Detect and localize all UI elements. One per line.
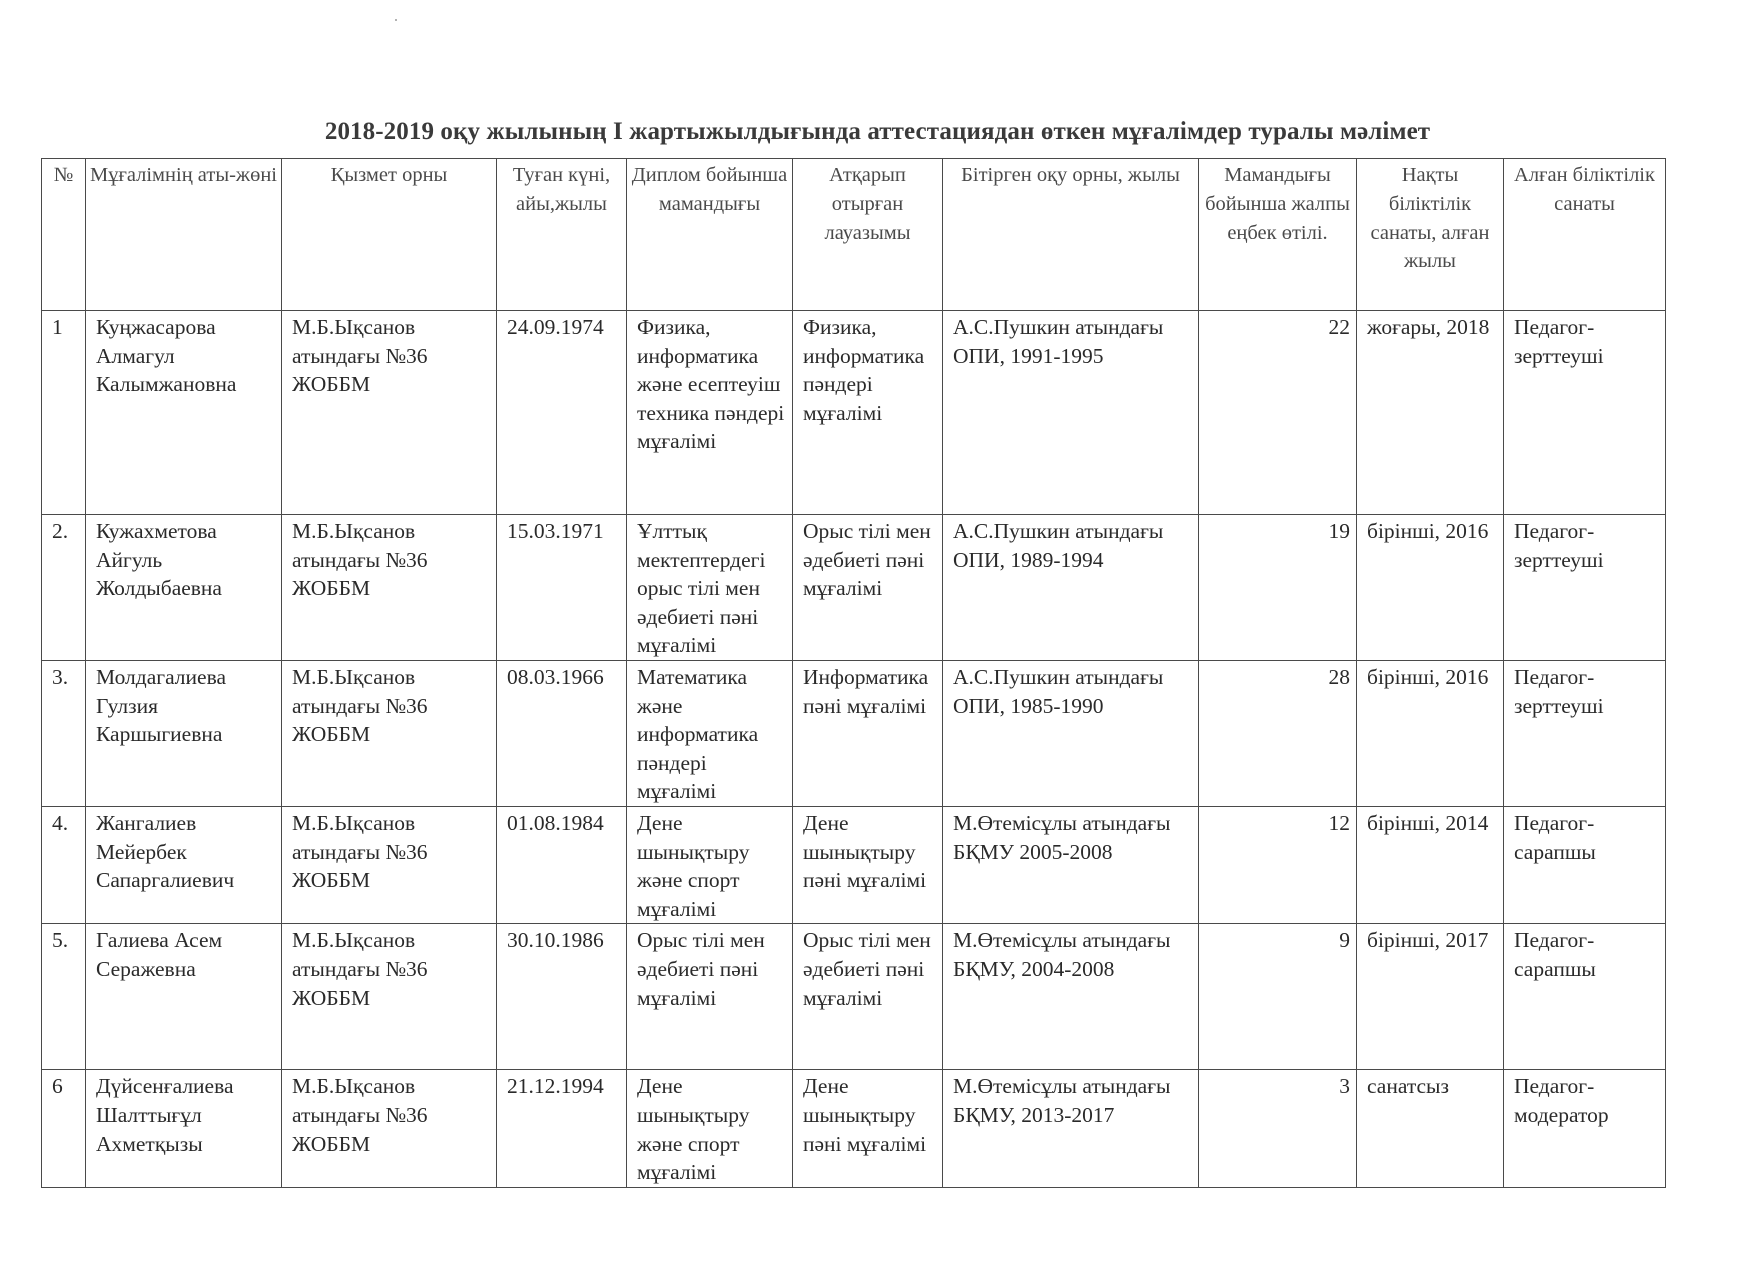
cell-obtained-category: Педагог-сарапшы: [1504, 807, 1666, 924]
cell-number: 4.: [42, 807, 86, 924]
table-row: [42, 807, 1666, 924]
cell-position: Физика, информатика пәндері мұғалімі: [793, 311, 943, 515]
cell-birth-date: 01.08.1984: [497, 807, 627, 924]
cell-number: 1: [42, 311, 86, 515]
cell-number: 2.: [42, 515, 86, 661]
cell-number: 3.: [42, 661, 86, 807]
document-title: 2018-2019 оқу жылының I жартыжылдығында аттестациядан өткен мұғалімдер туралы мәлімет: [324, 118, 1431, 145]
cell-birth-date: 08.03.1966: [497, 661, 627, 807]
cell-workplace: М.Б.Ықсанов атындағы №36 ЖОББМ: [282, 661, 497, 807]
cell-name: Куңжасарова Алмагул Калымжановна: [86, 311, 282, 515]
cell-obtained-category: Педагог-модератор: [1504, 1070, 1666, 1187]
cell-position: Дене шынықтыру пәні мұғалімі: [793, 1070, 943, 1187]
cell-position: Информатика пәні мұғалімі: [793, 661, 943, 807]
cell-experience: 28: [1199, 661, 1357, 807]
cell-experience: 3: [1199, 1070, 1357, 1187]
cell-obtained-category: Педагог-зерттеуші: [1504, 515, 1666, 661]
header-cell-obtained-category: Алған біліктілік санаты: [1504, 159, 1666, 311]
cell-diploma-specialty: Ұлттық мектептердегі орыс тілі мен әдебиеті пәні мұғалімі: [627, 515, 793, 661]
cell-birth-date: 24.09.1974: [497, 311, 627, 515]
cell-diploma-specialty: Дене шынықтыру және спорт мұғалімі: [627, 807, 793, 924]
table-row: [42, 311, 1666, 515]
cell-name: Галиева Асем Серажевна: [86, 924, 282, 1070]
cell-position: Орыс тілі мен әдебиеті пәні мұғалімі: [793, 924, 943, 1070]
cell-diploma-specialty: Физика, информатика және есептеуіш техника пәндері мұғалімі: [627, 311, 793, 515]
cell-number: 6: [42, 1070, 86, 1187]
cell-actual-category: санатсыз: [1357, 1070, 1504, 1187]
cell-obtained-category: Педагог-зерттеуші: [1504, 311, 1666, 515]
cell-workplace: М.Б.Ықсанов атындағы №36 ЖОББМ: [282, 311, 497, 515]
table-row: [42, 515, 1666, 661]
cell-workplace: М.Б.Ықсанов атындағы №36 ЖОББМ: [282, 1070, 497, 1187]
cell-workplace: М.Б.Ықсанов атындағы №36 ЖОББМ: [282, 515, 497, 661]
header-cell-birth-date: Туған күні, айы,жылы: [497, 159, 627, 311]
cell-number: 5.: [42, 924, 86, 1070]
cell-actual-category: бірінші, 2016: [1357, 515, 1504, 661]
cell-experience: 9: [1199, 924, 1357, 1070]
header-cell-diploma-specialty: Диплом бойынша мамандығы: [627, 159, 793, 311]
cell-name: Дүйсенғалиева Шалттығұл Ахметқызы: [86, 1070, 282, 1187]
cell-position: Орыс тілі мен әдебиеті пәні мұғалімі: [793, 515, 943, 661]
cell-obtained-category: Педагог-зерттеуші: [1504, 661, 1666, 807]
header-cell-actual-category: Нақты біліктілік санаты, алған жылы: [1357, 159, 1504, 311]
header-cell-workplace: Қызмет орны: [282, 159, 497, 311]
cell-institution: М.Өтемісұлы атындағы БҚМУ 2005-2008: [943, 807, 1199, 924]
table-row: [42, 661, 1666, 807]
cell-position: Дене шынықтыру пәні мұғалімі: [793, 807, 943, 924]
cell-birth-date: 15.03.1971: [497, 515, 627, 661]
cell-birth-date: 21.12.1994: [497, 1070, 627, 1187]
cell-birth-date: 30.10.1986: [497, 924, 627, 1070]
cell-diploma-specialty: Дене шынықтыру және спорт мұғалімі: [627, 1070, 793, 1187]
cell-institution: А.С.Пушкин атындағы ОПИ, 1985-1990: [943, 661, 1199, 807]
cell-diploma-specialty: Математика және информатика пәндері мұғалімі: [627, 661, 793, 807]
table-header-row: [42, 159, 1666, 311]
header-cell-name: Мұғалімнің аты-жөні: [86, 159, 282, 311]
teachers-table: [41, 158, 1666, 1188]
cell-workplace: М.Б.Ықсанов атындағы №36 ЖОББМ: [282, 924, 497, 1070]
cell-actual-category: бірінші, 2017: [1357, 924, 1504, 1070]
cell-experience: 12: [1199, 807, 1357, 924]
cell-actual-category: жоғары, 2018: [1357, 311, 1504, 515]
header-cell-number: №: [42, 159, 86, 311]
table-row: [42, 1070, 1666, 1187]
cell-name: Жангалиев Мейербек Сапаргалиевич: [86, 807, 282, 924]
cell-institution: М.Өтемісұлы атындағы БҚМУ, 2013-2017: [943, 1070, 1199, 1187]
cell-obtained-category: Педагог-сарапшы: [1504, 924, 1666, 1070]
cell-institution: А.С.Пушкин атындағы ОПИ, 1991-1995: [943, 311, 1199, 515]
cell-actual-category: бірінші, 2016: [1357, 661, 1504, 807]
cell-institution: А.С.Пушкин атындағы ОПИ, 1989-1994: [943, 515, 1199, 661]
cell-experience: 19: [1199, 515, 1357, 661]
cell-name: Молдагалиева Гулзия Каршыгиевна: [86, 661, 282, 807]
header-cell-position: Атқарып отырған лауазымы: [793, 159, 943, 311]
cell-diploma-specialty: Орыс тілі мен әдебиеті пәні мұғалімі: [627, 924, 793, 1070]
cell-experience: 22: [1199, 311, 1357, 515]
cell-actual-category: бірінші, 2014: [1357, 807, 1504, 924]
table-row: [42, 924, 1666, 1070]
cell-name: Кужахметова Айгуль Жолдыбаевна: [86, 515, 282, 661]
cell-institution: М.Өтемісұлы атындағы БҚМУ, 2004-2008: [943, 924, 1199, 1070]
cell-workplace: М.Б.Ықсанов атындағы №36 ЖОББМ: [282, 807, 497, 924]
scan-speck: [395, 19, 397, 21]
header-cell-experience: Мамандығы бойынша жалпы еңбек өтілі.: [1199, 159, 1357, 311]
header-cell-institution: Бітірген оқу орны, жылы: [943, 159, 1199, 311]
